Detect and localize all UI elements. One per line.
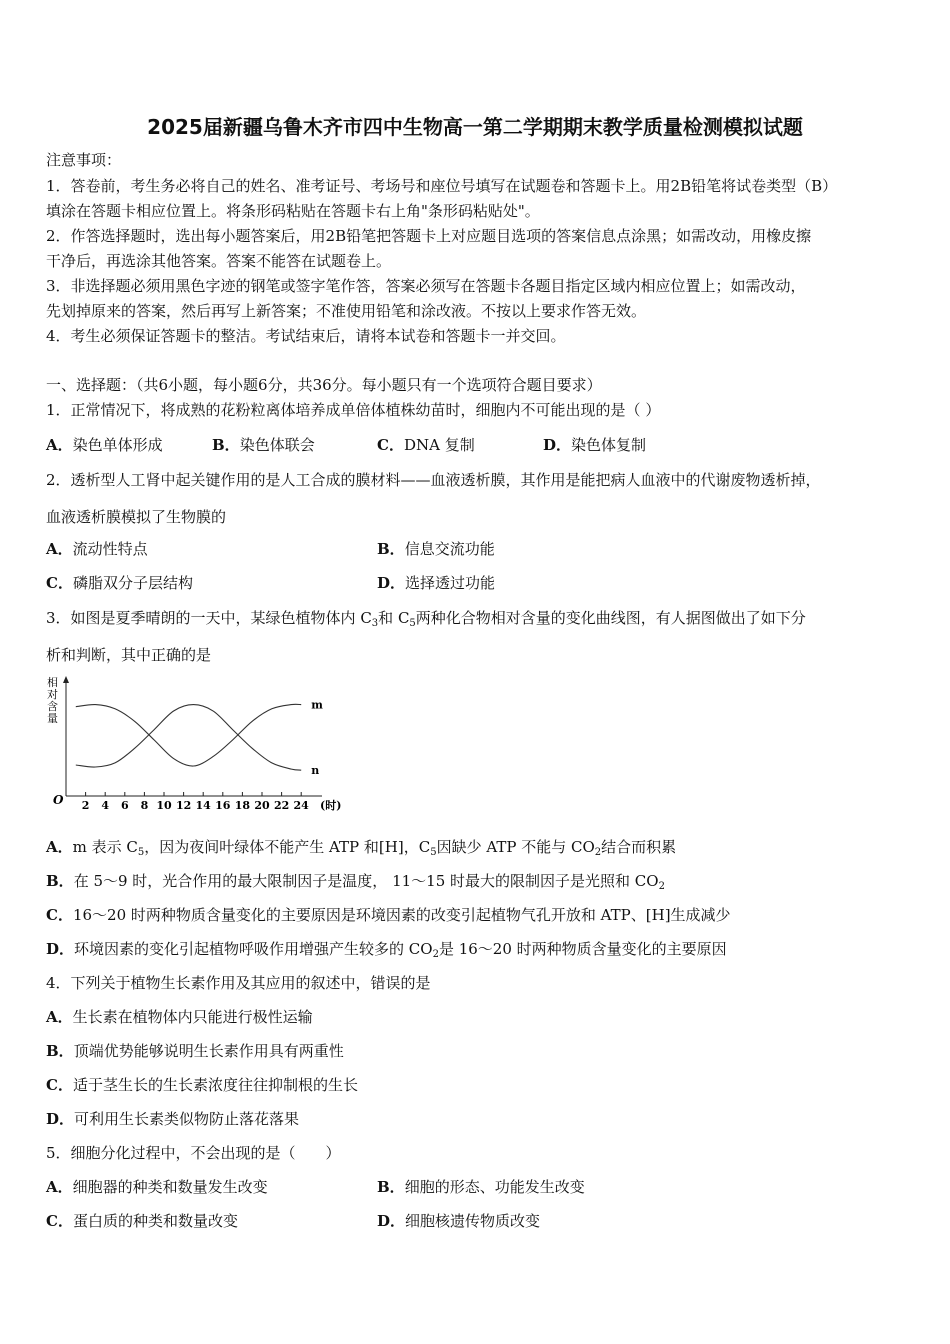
question-2-stem: 2．透析型人工肾中起关键作用的是人工合成的膜材料——血液透析膜，其作用是能把病人血液中的代谢废物透析掉， xyxy=(46,471,821,489)
q4-option-d[interactable]: D．可利用生长素类似物防止落花落果 xyxy=(46,1110,300,1128)
q5-option-a[interactable]: A．细胞器的种类和数量发生改变 xyxy=(46,1178,268,1196)
notes-line: 填涂在答题卡相应位置上。将条形码粘贴在答题卡右上角"条形码粘贴处"。 xyxy=(46,202,540,220)
q1-option-d[interactable]: D．染色体复制 xyxy=(543,436,647,454)
q2-option-a[interactable]: A．流动性特点 xyxy=(46,540,148,558)
question-2-stem-cont: 血液透析膜模拟了生物膜的 xyxy=(46,508,227,526)
q4-option-a[interactable]: A．生长素在植物体内只能进行极性运输 xyxy=(46,1008,313,1026)
notes-line: 2．作答选择题时，选出每小题答案后，用2B铅笔把答题卡上对应题目选项的答案信息点涂黑；如需改动，用橡皮擦 xyxy=(46,227,812,245)
x-tick-label: 22 xyxy=(273,799,290,812)
page-title: 2025届新疆乌鲁木齐市四中生物高一第二学期期末教学质量检测模拟试题 xyxy=(147,115,803,139)
content-curve-chart xyxy=(44,674,354,816)
y-axis-label xyxy=(47,675,58,725)
q1-option-c[interactable]: C．DNA 复制 xyxy=(377,436,475,454)
q4-option-b[interactable]: B．顶端优势能够说明生长素作用具有两重性 xyxy=(46,1042,344,1060)
question-3-stem-cont: 析和判断，其中正确的是 xyxy=(46,646,212,664)
q5-option-c[interactable]: C．蛋白质的种类和数量改变 xyxy=(46,1212,238,1230)
q3-option-d[interactable]: D．环境因素的变化引起植物呼吸作用增强产生较多的 $CO_2$是 16～20 时两种物质含量变化的主要原因 xyxy=(46,940,727,960)
x-tick-label: 10 xyxy=(156,799,172,812)
y-axis-arrow xyxy=(63,676,69,683)
x-tick-label: 18 xyxy=(234,799,251,812)
q3-option-b[interactable]: B．在 5～9 时，光合作用的最大限制因子是温度， 11～15 时最大的限制因子是光照和 $CO_2$ xyxy=(46,872,665,892)
x-axis-unit: (时) xyxy=(320,799,342,812)
q4-option-c[interactable]: C．适于茎生长的生长素浓度往往抑制根的生长 xyxy=(46,1076,358,1094)
x-tick-label: 6 xyxy=(120,799,129,812)
origin-label: O xyxy=(53,793,64,807)
notes-line: 干净后，再选涂其他答案。答案不能答在试题卷上。 xyxy=(46,252,392,270)
series-m-label: m xyxy=(311,698,323,712)
y-axis-label-char: 量 xyxy=(47,712,58,725)
q5-option-d[interactable]: D．细胞核遗传物质改变 xyxy=(377,1212,541,1230)
notes-line: 3．非选择题必须用黑色字迹的钢笔或签字笔作答，答案必须写在答题卡各题目指定区域内相应位置上；如需改动， xyxy=(46,277,806,295)
q5-option-b[interactable]: B．细胞的形态、功能发生改变 xyxy=(377,1178,585,1196)
x-tick-label: 4 xyxy=(101,799,110,812)
series-n-label: n xyxy=(311,764,320,778)
q3-option-c[interactable]: C．16～20 时两种物质含量变化的主要原因是环境因素的改变引起植物气孔开放和 ATP、[H]生成减少 xyxy=(46,906,731,924)
x-tick-label: 24 xyxy=(293,799,309,812)
question-3-stem: 3．如图是夏季晴朗的一天中，某绿色植物体内 $C_3$和 $C_5$两种化合物相对含量的变化曲线图，有人据图做出了如下分 xyxy=(46,609,806,629)
y-axis-label-char: 含 xyxy=(47,700,58,713)
question-5-stem: 5．细胞分化过程中，不会出现的是（ ） xyxy=(46,1144,341,1162)
x-tick-label: 12 xyxy=(175,799,192,812)
series-m-line xyxy=(76,704,301,766)
q2-option-b[interactable]: B．信息交流功能 xyxy=(377,540,495,558)
question-1-stem: 1．正常情况下，将成熟的花粉粒离体培养成单倍体植株幼苗时，细胞内不可能出现的是（ ） xyxy=(46,401,661,419)
y-axis-label-char: 对 xyxy=(47,688,58,701)
x-tick-label: 14 xyxy=(195,799,211,812)
x-tick-label: 2 xyxy=(81,799,90,812)
section-heading: 一、选择题：（共6小题，每小题6分，共36分。每小题只有一个选项符合题目要求） xyxy=(46,376,602,394)
x-tick-label: 8 xyxy=(140,799,149,812)
q2-option-d[interactable]: D．选择透过功能 xyxy=(377,574,496,592)
x-tick-label: 20 xyxy=(254,799,270,812)
series-n-line xyxy=(76,705,301,771)
notes-heading: 注意事项： xyxy=(46,151,122,169)
q2-option-c[interactable]: C．磷脂双分子层结构 xyxy=(46,574,193,592)
notes-line: 先划掉原来的答案，然后再写上新答案；不准使用铅笔和涂改液。不按以上要求作答无效。 xyxy=(46,302,647,320)
notes-line: 1．答卷前，考生务必将自己的姓名、准考证号、考场号和座位号填写在试题卷和答题卡上。用2B铅笔将试卷类型（B） xyxy=(46,177,838,195)
q3-option-a[interactable]: A．m 表示 $C_5$，因为夜间叶绿体不能产生 ATP 和[H]，$C_5$因缺少 ATP 不能与 $CO_2$结合而积累 xyxy=(46,838,677,858)
x-tick-label: 16 xyxy=(215,799,231,812)
notes-line: 4．考生必须保证答题卡的整洁。考试结束后，请将本试卷和答题卡一并交回。 xyxy=(46,327,566,345)
q1-option-a[interactable]: A．染色单体形成 xyxy=(46,436,163,454)
question-4-stem: 4．下列关于植物生长素作用及其应用的叙述中，错误的是 xyxy=(46,974,431,992)
q1-option-b[interactable]: B．染色体联会 xyxy=(212,436,315,454)
y-axis-label-char: 相 xyxy=(47,676,58,689)
